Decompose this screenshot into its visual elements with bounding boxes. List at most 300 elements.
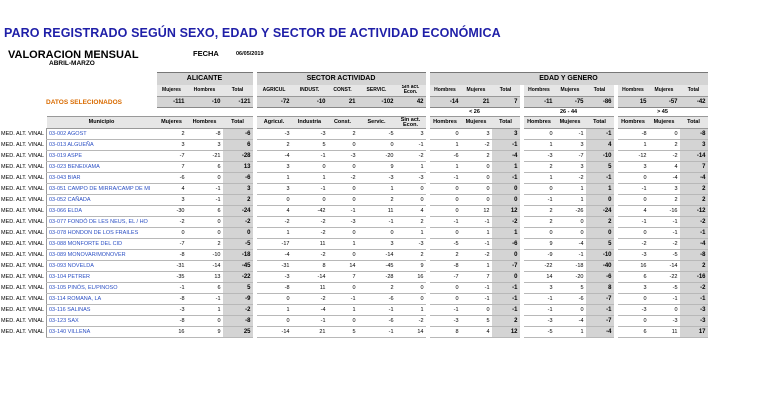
- total-cell: -24: [586, 206, 614, 217]
- row-prefix: MED. ALT. VINAL: [1, 241, 44, 247]
- total-cell: 21: [461, 97, 492, 108]
- value-cell: 0: [328, 316, 358, 327]
- value-cell: -1: [187, 184, 223, 195]
- value-cell: -1: [649, 217, 680, 228]
- top-header: Hombres: [618, 85, 649, 97]
- value-cell: 7: [157, 162, 187, 173]
- table-row[interactable]: [0, 151, 708, 162]
- value-cell: -17: [257, 239, 292, 250]
- value-cell: -1: [430, 173, 461, 184]
- value-cell: 2: [187, 239, 223, 250]
- value-cell: 0: [430, 283, 461, 294]
- value-cell: -14: [187, 261, 223, 272]
- group-header-row: [0, 73, 708, 85]
- value-cell: 3: [618, 283, 649, 294]
- total-cell: -6: [492, 239, 520, 250]
- value-cell: 0: [157, 228, 187, 239]
- value-cell: -7: [430, 272, 461, 283]
- value-cell: 7: [328, 272, 358, 283]
- value-cell: 9: [187, 327, 223, 338]
- value-cell: -1: [430, 217, 461, 228]
- row-prefix: MED. ALT. VINAL: [1, 329, 44, 335]
- table-row[interactable]: [0, 272, 708, 283]
- top-header: CONST.: [328, 85, 358, 97]
- total-cell: -72: [257, 97, 292, 108]
- value-cell: -1: [461, 239, 492, 250]
- total-cell: -111: [157, 97, 187, 108]
- value-cell: -6: [555, 294, 586, 305]
- value-cell: 1: [328, 239, 358, 250]
- value-cell: 2: [430, 250, 461, 261]
- report-subtitle: VALORACION MENSUAL: [8, 49, 139, 61]
- value-cell: 0: [396, 184, 426, 195]
- top-header: Hombres: [187, 85, 223, 97]
- total-cell: -9: [223, 294, 253, 305]
- value-cell: -1: [358, 305, 396, 316]
- total-cell: -1: [680, 228, 708, 239]
- municipio-link[interactable]: 03-043 BIAR: [47, 173, 157, 184]
- value-cell: -5: [358, 129, 396, 140]
- value-cell: -30: [157, 206, 187, 217]
- table-row[interactable]: [0, 316, 708, 327]
- total-cell: 21: [328, 97, 358, 108]
- top-header: Mujeres: [649, 85, 680, 97]
- value-cell: -1: [524, 294, 555, 305]
- municipio-link[interactable]: 03-002 AGOST: [47, 129, 157, 140]
- value-cell: 2: [524, 217, 555, 228]
- municipio-link[interactable]: 03-052 CAÑADA: [47, 195, 157, 206]
- row-prefix: MED. ALT. VINAL: [1, 197, 44, 203]
- value-cell: -1: [292, 316, 328, 327]
- value-cell: 3: [649, 184, 680, 195]
- total-cell: -12: [680, 206, 708, 217]
- value-cell: -28: [358, 272, 396, 283]
- value-cell: 0: [618, 316, 649, 327]
- value-cell: -1: [187, 195, 223, 206]
- value-cell: -16: [649, 206, 680, 217]
- total-cell: -3: [680, 305, 708, 316]
- value-cell: -3: [358, 173, 396, 184]
- value-cell: -4: [257, 151, 292, 162]
- value-cell: -1: [649, 228, 680, 239]
- value-cell: 1: [257, 173, 292, 184]
- value-cell: 3: [157, 195, 187, 206]
- table-row[interactable]: [0, 239, 708, 250]
- total-cell: -10: [187, 97, 223, 108]
- value-cell: 0: [430, 129, 461, 140]
- value-cell: 4: [618, 206, 649, 217]
- column-header: Sin act. Econ.: [396, 117, 426, 129]
- value-cell: 16: [157, 327, 187, 338]
- value-cell: -8: [618, 129, 649, 140]
- column-header: Agricul.: [257, 117, 292, 129]
- value-cell: -2: [461, 140, 492, 151]
- value-cell: 11: [649, 327, 680, 338]
- value-cell: 0: [430, 294, 461, 305]
- value-cell: 0: [649, 129, 680, 140]
- value-cell: -5: [649, 283, 680, 294]
- value-cell: -1: [555, 129, 586, 140]
- table-row[interactable]: [0, 129, 708, 140]
- value-cell: 11: [292, 239, 328, 250]
- value-cell: 1: [187, 305, 223, 316]
- total-cell: 12: [492, 206, 520, 217]
- value-cell: -12: [618, 151, 649, 162]
- value-cell: 0: [187, 228, 223, 239]
- value-cell: 0: [430, 228, 461, 239]
- total-cell: -121: [223, 97, 253, 108]
- age-band-26-44: 26 - 44: [559, 109, 578, 115]
- value-cell: 0: [618, 173, 649, 184]
- value-cell: 5: [292, 140, 328, 151]
- value-cell: -8: [257, 283, 292, 294]
- value-cell: 2: [396, 217, 426, 228]
- municipio-link[interactable]: 03-051 CAMPO DE MIRRA/CAMP DE MI: [47, 184, 157, 195]
- total-cell: -7: [586, 294, 614, 305]
- column-header: Total: [223, 117, 253, 129]
- value-cell: -1: [157, 283, 187, 294]
- value-cell: 0: [461, 305, 492, 316]
- top-header: SERVIC.: [358, 85, 396, 97]
- value-cell: 0: [461, 162, 492, 173]
- value-cell: 1: [430, 140, 461, 151]
- total-cell: -2: [680, 283, 708, 294]
- municipio-link[interactable]: 03-123 SAX: [47, 316, 157, 327]
- value-cell: -8: [157, 294, 187, 305]
- value-cell: 6: [187, 162, 223, 173]
- column-header: Servic.: [358, 117, 396, 129]
- value-cell: -8: [157, 250, 187, 261]
- municipio-link[interactable]: 03-077 FONDÓ DE LES NEUS, EL / HO: [47, 217, 157, 228]
- value-cell: 0: [328, 162, 358, 173]
- value-cell: -2: [292, 228, 328, 239]
- column-header: Total: [492, 117, 520, 129]
- table-row[interactable]: [0, 162, 708, 173]
- value-cell: -1: [292, 184, 328, 195]
- value-cell: -21: [187, 151, 223, 162]
- value-cell: -3: [328, 217, 358, 228]
- value-cell: 0: [396, 283, 426, 294]
- total-cell: 12: [492, 327, 520, 338]
- value-cell: 2: [524, 206, 555, 217]
- table-row[interactable]: [0, 217, 708, 228]
- value-cell: -1: [461, 283, 492, 294]
- municipio-link[interactable]: 03-089 MONOVAR/MONOVER: [47, 250, 157, 261]
- row-prefix: MED. ALT. VINAL: [1, 153, 44, 159]
- value-cell: -31: [257, 261, 292, 272]
- value-cell: 0: [618, 195, 649, 206]
- value-cell: 1: [461, 261, 492, 272]
- value-cell: -4: [555, 316, 586, 327]
- value-cell: -5: [649, 250, 680, 261]
- value-cell: 1: [555, 327, 586, 338]
- value-cell: -1: [618, 217, 649, 228]
- age-band-row: [0, 108, 708, 117]
- total-cell: -40: [586, 261, 614, 272]
- column-header: Total: [586, 117, 614, 129]
- value-cell: 1: [396, 228, 426, 239]
- value-cell: 21: [292, 327, 328, 338]
- value-cell: 0: [618, 294, 649, 305]
- municipio-link[interactable]: 03-114 ROMANA, LA: [47, 294, 157, 305]
- value-cell: 7: [461, 272, 492, 283]
- total-cell: -6: [223, 129, 253, 140]
- total-cell: 3: [680, 140, 708, 151]
- total-cell: -14: [430, 97, 461, 108]
- value-cell: 1: [257, 228, 292, 239]
- value-cell: -5: [430, 239, 461, 250]
- value-cell: -18: [555, 261, 586, 272]
- value-cell: 14: [396, 327, 426, 338]
- table-row[interactable]: [0, 250, 708, 261]
- column-header: Mujeres: [157, 117, 187, 129]
- value-cell: -6: [358, 294, 396, 305]
- value-cell: -14: [292, 272, 328, 283]
- total-cell: -8: [680, 250, 708, 261]
- value-cell: 3: [257, 162, 292, 173]
- table-row[interactable]: [0, 283, 708, 294]
- total-cell: -22: [223, 272, 253, 283]
- total-cell: -4: [680, 239, 708, 250]
- value-cell: 0: [328, 283, 358, 294]
- age-band-under-26: < 26: [469, 109, 480, 115]
- value-cell: -2: [157, 217, 187, 228]
- total-cell: 2: [680, 261, 708, 272]
- municipio-link[interactable]: 03-013 ALGUEÑA: [47, 140, 157, 151]
- total-cell: -1: [492, 173, 520, 184]
- value-cell: 0: [328, 140, 358, 151]
- total-cell: 3: [492, 129, 520, 140]
- value-cell: 3: [187, 140, 223, 151]
- total-cell: -24: [223, 206, 253, 217]
- column-header: Hombres: [618, 117, 649, 129]
- value-cell: 1: [461, 228, 492, 239]
- value-cell: -1: [618, 184, 649, 195]
- value-cell: 8: [430, 327, 461, 338]
- total-cell: -1: [492, 294, 520, 305]
- page-title: PARO REGISTRADO SEGÚN SEXO, EDAD Y SECTOR DE ACTIVIDAD ECONÓMICA: [4, 26, 501, 40]
- value-cell: 14: [328, 261, 358, 272]
- data-rows: [0, 129, 708, 338]
- value-cell: -1: [524, 305, 555, 316]
- column-header: Const.: [328, 117, 358, 129]
- total-cell: 0: [586, 195, 614, 206]
- value-cell: -2: [396, 151, 426, 162]
- total-cell: -16: [680, 272, 708, 283]
- municipio-link[interactable]: 03-023 BENEIXAMA: [47, 162, 157, 173]
- total-cell: -102: [358, 97, 396, 108]
- total-cell: 17: [680, 327, 708, 338]
- column-header: Hombres: [430, 117, 461, 129]
- table-row[interactable]: [0, 184, 708, 195]
- total-cell: 2: [680, 184, 708, 195]
- table-row[interactable]: [0, 173, 708, 184]
- table-row[interactable]: [0, 294, 708, 305]
- value-cell: -2: [292, 294, 328, 305]
- total-cell: 7: [492, 97, 520, 108]
- value-cell: -2: [396, 316, 426, 327]
- row-prefix: MED. ALT. VINAL: [1, 142, 44, 148]
- value-cell: 0: [524, 228, 555, 239]
- value-cell: -1: [328, 294, 358, 305]
- municipio-link[interactable]: 03-078 HONDON DE LOS FRAILES: [47, 228, 157, 239]
- total-cell: -1: [492, 283, 520, 294]
- value-cell: 6: [187, 283, 223, 294]
- age-band-over-45: > 45: [657, 109, 668, 115]
- row-prefix: MED. ALT. VINAL: [1, 164, 44, 170]
- table-row[interactable]: [0, 327, 708, 338]
- selected-data-label: DATOS SELECIONADOS: [46, 98, 122, 106]
- total-cell: 5: [586, 162, 614, 173]
- value-cell: 6: [618, 272, 649, 283]
- value-cell: 4: [157, 184, 187, 195]
- total-cell: -10: [292, 97, 328, 108]
- municipio-link[interactable]: 03-140 VILLENA: [47, 327, 157, 338]
- table-row[interactable]: [0, 305, 708, 316]
- municipio-link[interactable]: 03-105 PINÓS, EL/PINOSO: [47, 283, 157, 294]
- total-cell: -5: [223, 239, 253, 250]
- total-cell: -4: [586, 327, 614, 338]
- total-cell: -8: [680, 129, 708, 140]
- selected-totals-row: [0, 97, 708, 108]
- value-cell: -3: [524, 151, 555, 162]
- value-cell: -22: [649, 272, 680, 283]
- value-cell: 9: [524, 239, 555, 250]
- value-cell: 1: [555, 195, 586, 206]
- value-cell: 16: [396, 272, 426, 283]
- value-cell: 0: [187, 217, 223, 228]
- table-row[interactable]: [0, 195, 708, 206]
- value-cell: 0: [649, 305, 680, 316]
- value-cell: 5: [328, 327, 358, 338]
- value-cell: 3: [555, 162, 586, 173]
- total-cell: -11: [524, 97, 555, 108]
- value-cell: 13: [187, 272, 223, 283]
- group-edad: EDAD Y GENERO: [430, 73, 708, 85]
- value-cell: 4: [396, 206, 426, 217]
- value-cell: 1: [618, 140, 649, 151]
- column-header: Hombres: [187, 117, 223, 129]
- total-cell: -6: [586, 272, 614, 283]
- value-cell: 9: [358, 162, 396, 173]
- value-cell: -3: [524, 316, 555, 327]
- table-row[interactable]: [0, 140, 708, 151]
- value-cell: -8: [157, 316, 187, 327]
- total-cell: -7: [586, 316, 614, 327]
- total-cell: -1: [586, 129, 614, 140]
- column-header-municipio: Municipio: [47, 117, 157, 129]
- total-cell: -1: [492, 140, 520, 151]
- value-cell: -1: [328, 206, 358, 217]
- top-header: Hombres: [524, 85, 555, 97]
- value-cell: 12: [461, 206, 492, 217]
- value-cell: -3: [257, 272, 292, 283]
- value-cell: 1: [328, 305, 358, 316]
- value-cell: 0: [187, 316, 223, 327]
- data-sheet: [0, 72, 708, 338]
- value-cell: 0: [524, 184, 555, 195]
- row-prefix: MED. ALT. VINAL: [1, 296, 44, 302]
- total-cell: -45: [223, 261, 253, 272]
- value-cell: 2: [649, 195, 680, 206]
- value-cell: 0: [328, 250, 358, 261]
- total-cell: -4: [492, 151, 520, 162]
- total-cell: -14: [680, 151, 708, 162]
- row-prefix: MED. ALT. VINAL: [1, 219, 44, 225]
- value-cell: -10: [187, 250, 223, 261]
- total-cell: 8: [586, 283, 614, 294]
- total-cell: -1: [680, 294, 708, 305]
- value-cell: -3: [396, 173, 426, 184]
- value-cell: 3: [524, 283, 555, 294]
- value-cell: -3: [396, 239, 426, 250]
- total-cell: 0: [223, 228, 253, 239]
- total-cell: -86: [586, 97, 614, 108]
- value-cell: -1: [430, 305, 461, 316]
- value-cell: -3: [618, 305, 649, 316]
- value-cell: -2: [257, 217, 292, 228]
- value-cell: -7: [157, 239, 187, 250]
- table-row[interactable]: [0, 206, 708, 217]
- value-cell: -20: [555, 272, 586, 283]
- value-cell: 6: [618, 327, 649, 338]
- total-cell: 7: [680, 162, 708, 173]
- column-header: Hombres: [524, 117, 555, 129]
- value-cell: 1: [396, 305, 426, 316]
- municipio-link[interactable]: 03-088 MONFORTE DEL CID: [47, 239, 157, 250]
- table-row[interactable]: [0, 261, 708, 272]
- value-cell: 4: [461, 327, 492, 338]
- value-cell: -14: [358, 250, 396, 261]
- municipio-link[interactable]: 03-066 ELDA: [47, 206, 157, 217]
- value-cell: 1: [396, 162, 426, 173]
- total-cell: 2: [492, 316, 520, 327]
- value-cell: -4: [555, 239, 586, 250]
- value-cell: -7: [157, 151, 187, 162]
- value-cell: 0: [187, 173, 223, 184]
- value-cell: -3: [618, 250, 649, 261]
- top-header: Total: [492, 85, 520, 97]
- total-cell: 0: [492, 184, 520, 195]
- row-prefix: MED. ALT. VINAL: [1, 263, 44, 269]
- total-cell: -8: [223, 316, 253, 327]
- value-cell: -1: [461, 294, 492, 305]
- value-cell: 2: [328, 129, 358, 140]
- top-header: Mujeres: [461, 85, 492, 97]
- row-prefix: MED. ALT. VINAL: [1, 307, 44, 313]
- value-cell: 3: [618, 162, 649, 173]
- total-cell: 2: [586, 217, 614, 228]
- value-cell: 1: [524, 173, 555, 184]
- value-cell: 4: [257, 206, 292, 217]
- municipio-link[interactable]: 03-116 SALINAS: [47, 305, 157, 316]
- municipio-link[interactable]: 03-104 PETRER: [47, 272, 157, 283]
- value-cell: -14: [257, 327, 292, 338]
- municipio-link[interactable]: 03-019 ASPE: [47, 151, 157, 162]
- value-cell: -6: [430, 151, 461, 162]
- row-prefix: MED. ALT. VINAL: [1, 186, 44, 192]
- total-cell: 5: [586, 239, 614, 250]
- total-cell: 0: [492, 195, 520, 206]
- table-row[interactable]: [0, 228, 708, 239]
- municipio-link[interactable]: 03-093 NOVELDA: [47, 261, 157, 272]
- value-cell: 0: [257, 195, 292, 206]
- total-cell: 2: [223, 195, 253, 206]
- top-header: Total: [586, 85, 614, 97]
- total-cell: -18: [223, 250, 253, 261]
- total-cell: -1: [586, 305, 614, 316]
- total-cell: 15: [618, 97, 649, 108]
